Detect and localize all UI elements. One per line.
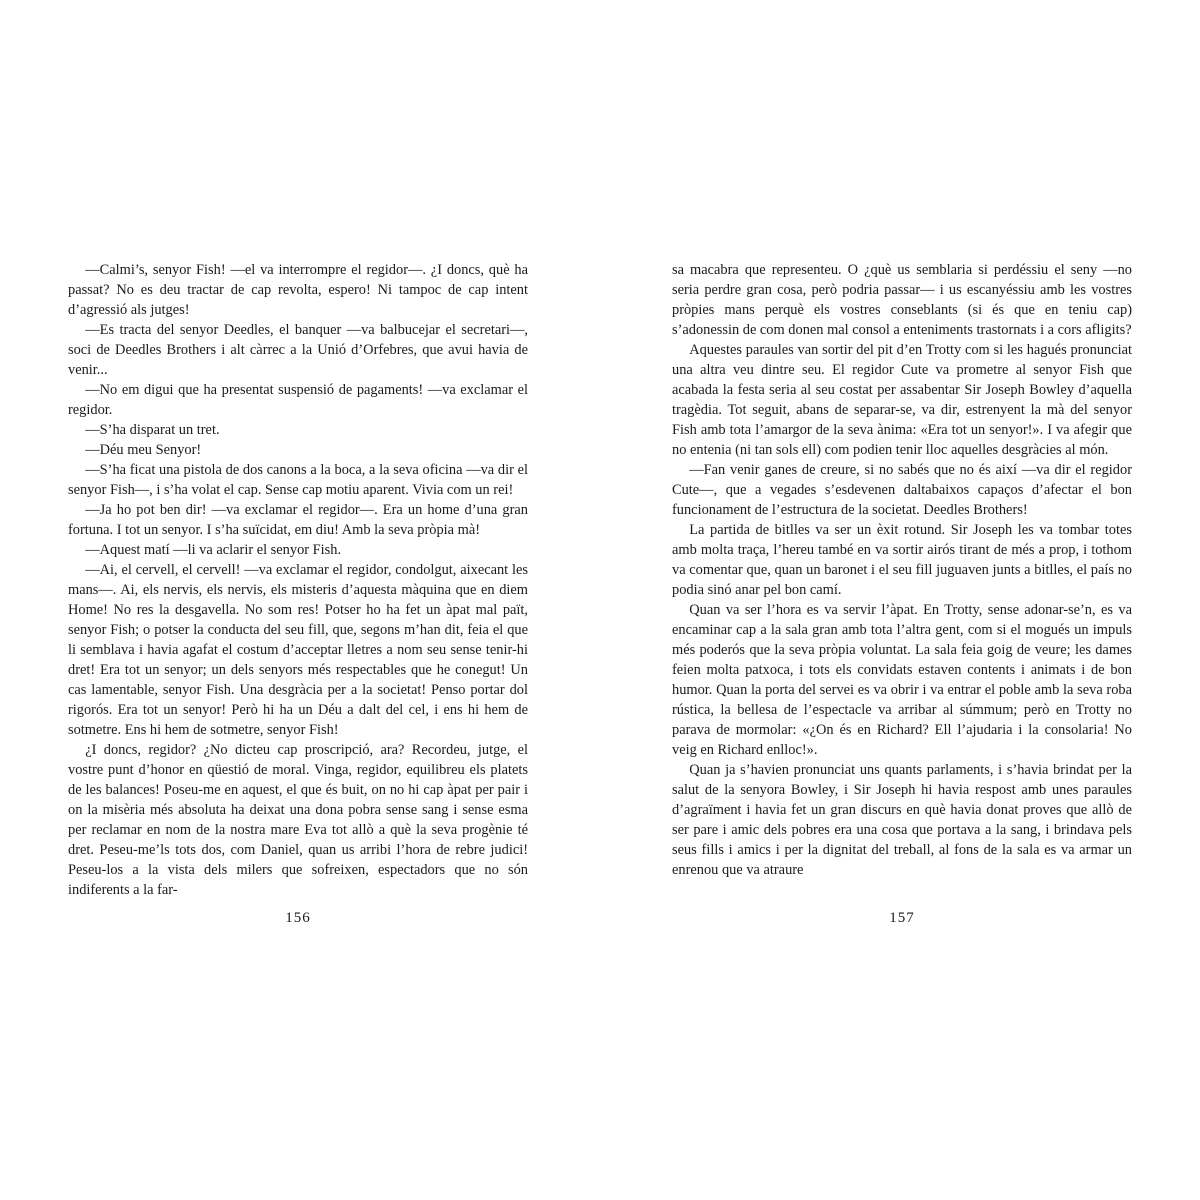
paragraph: —Es tracta del senyor Deedles, el banquer —va balbucejar el secretari—, soci de Deedles Brothers i alt càrrec a la Unió d’Orfebres, que avui havia de venir... xyxy=(68,322,528,378)
paragraph: —S’ha ficat una pistola de dos canons a la boca, a la seva oficina —va dir el senyor Fish—, i s’ha volat el cap. Sense cap motiu aparent. Vivia com un rei! xyxy=(68,462,528,498)
paragraph: ¿I doncs, regidor? ¿No dicteu cap proscripció, ara? Recordeu, jutge, el vostre punt d’honor en qüestió de moral. Vinga, regidor, equilibreu els platets de les balances! Poseu-me en aquest, el que és buit, on no hi cap àpat per pair i on la misèria més absoluta ha deixat una dona pobra sense sang i sense esma per reclamar en nom de la nostra mare Eva tot allò a què la seva progènie té dret. Peseu-me’ls tots dos, com Daniel, quan us arribi l’hora de rebre judici! Peseu-los a la vista dels milers que sofreixen, espectadors que no són indiferents a la far- xyxy=(68,742,528,898)
paragraph: —S’ha disparat un tret. xyxy=(85,422,220,438)
right-page-number: 157 xyxy=(889,910,915,926)
left-page-text xyxy=(68,260,528,900)
paragraph: —No em digui que ha presentat suspensió de pagaments! —va exclamar el regidor. xyxy=(68,382,528,418)
paragraph: —Déu meu Senyor! xyxy=(85,442,202,458)
right-page xyxy=(672,260,1132,926)
left-page-number: 156 xyxy=(285,910,311,926)
right-page-text xyxy=(672,260,1132,900)
paragraph: —Ja ho pot ben dir! —va exclamar el regidor—. Era un home d’una gran fortuna. I tot un senyor. I s’ha suïcidat, em diu! Amb la seva pròpia mà! xyxy=(68,502,528,538)
paragraph: Aquestes paraules van sortir del pit d’en Trotty com si les hagués pronunciat una altra veu dintre seu. El regidor Cute va prometre al senyor Fish que acabada la festa seria al seu costat per assabentar Sir Joseph Bowley d’aquella tragèdia. Tot seguit, abans de separar-se, va dir, estrenyent la mà del senyor Fish amb tota l’amargor de la seva ànima: «Era tot un senyor!». I va afegir que no entenia (ni tan sols ell) com podien tenir lloc aquelles desgràcies al món. xyxy=(672,342,1132,458)
paragraph: sa macabra que representeu. O ¿què us semblaria si perdéssiu el seny —no seria perdre gran cosa, però podria passar— i us escanyéssiu amb les vostres pròpies mans perquè els vostres conseblants (si és que en teniu cap) s’adonessin de com donen mal consol a enteniments trastornats i a cors afligits? xyxy=(672,262,1132,338)
left-page xyxy=(68,260,528,926)
paragraph: Quan ja s’havien pronunciat uns quants parlaments, i s’havia brindat per la salut de la senyora Bowley, i Sir Joseph hi havia respost amb unes paraules d’agraïment i havia fet un gran discurs en què havia donat proves que allò de ser pare i amic dels pobres era una cosa que portava a la sang, i brindava pels seus fills i amics i per la dignitat del treball, al fons de la sala es va armar un enrenou que va atraure xyxy=(672,762,1132,878)
paragraph: Quan va ser l’hora es va servir l’àpat. En Trotty, sense adonar-se’n, es va encaminar cap a la sala gran amb tota l’altra gent, com si el mogués un impuls més poderós que la seva pròpia voluntat. La sala feia goig de veure; les dames feien molta patxoca, i tots els convidats estaven contents i animats i de bon humor. Quan la porta del servei es va obrir i va entrar el poble amb la seva roba rústica, la bellesa de l’espectacle va arribar al súmmum; però en Trotty no parava de mormolar: «¿On és en Richard? Ell l’ajudaria i la consolaria! No veig en Richard enlloc!». xyxy=(672,602,1132,758)
paragraph: —Calmi’s, senyor Fish! —el va interrompre el regidor—. ¿I doncs, què ha passat? No es deu tractar de cap revolta, espero! Ni tampoc de cap intent d’agressió als jutges! xyxy=(68,262,528,318)
paragraph: La partida de bitlles va ser un èxit rotund. Sir Joseph les va tombar totes amb molta traça, l’hereu també en va sortir airós tirant de més a prop, i tothom va comentar que, quan un baronet i el seu fill juguaven junts a bitlles, el país no podia sinó anar pel bon camí. xyxy=(672,522,1132,598)
paragraph: —Ai, el cervell, el cervell! —va exclamar el regidor, condolgut, aixecant les mans—. Ai, els nervis, els nervis, els misteris d’aquesta màquina que en diem Home! No res la desgavella. No som res! Potser ho ha fet un àpat mal paït, senyor Fish; o potser la conducta del seu fill, que, segons m’han dit, feia el que li semblava i havia agafat el costum d’acceptar lletres a nom seu sense tenir-hi dret! Era tot un senyor; un dels senyors més respectables que he conegut! Un cas lamentable, senyor Fish. Una desgràcia per a la societat! Penso portar dol rigorós. Era tot un senyor! Però hi ha un Déu a dalt del cel, i ens hi hem de sotmetre. Ens hi hem de sotmetre, senyor Fish! xyxy=(68,562,528,738)
paragraph: —Fan venir ganes de creure, si no sabés que no és així —va dir el regidor Cute—, que a vegades s’esdevenen daltabaixos capaços d’afectar el bon funcionament de l’estructura de la societat. Deedles Brothers! xyxy=(672,462,1132,518)
paragraph: —Aquest matí —li va aclarir el senyor Fish. xyxy=(85,542,342,558)
